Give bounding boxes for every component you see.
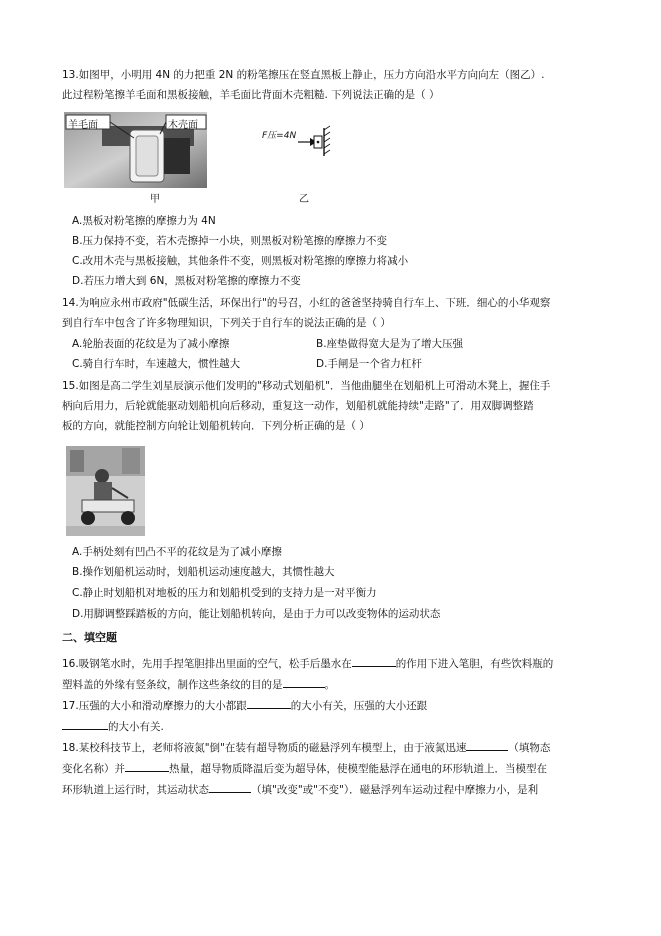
q14-option-a: A.轮胎表面的花纹是为了减小摩擦: [72, 338, 230, 350]
fig-label-wool-side: 羊毛面: [68, 120, 98, 131]
q14-stem-line2: 到自行车中包含了许多物理知识，下列关于自行车的说法正确的是（ ）: [62, 317, 391, 329]
q18-blank-1[interactable]: [466, 740, 508, 751]
q17-text-b: 的大小有关，压强的大小还跟: [290, 700, 428, 712]
q16-text-d: 。: [324, 679, 335, 691]
q13-option-b: B.压力保持不变，若木壳擦掉一小块，则黑板对粉笔擦的摩擦力不变: [72, 235, 388, 247]
q15-stem-line3: 板的方向，就能控制方向轮让划船机转向．下列分析正确的是（ ）: [62, 420, 370, 432]
q17-blank-1[interactable]: [247, 698, 291, 709]
q15-option-a: A.手柄处刻有凹凸不平的花纹是为了减小摩擦: [72, 546, 282, 558]
q17-blank-2[interactable]: [62, 719, 108, 730]
q18-text-c: 变化名称）并: [62, 763, 125, 775]
caption-yi: 乙: [299, 194, 309, 205]
q16-text-c: 塑料盖的外缘有竖条纹，制作这些条纹的目的是: [62, 679, 283, 691]
q15-option-b: B.操作划船机运动时，划船机运动速度越大，其惯性越大: [72, 566, 335, 578]
q18-text-a: 18.某校科技节上，老师将液氮"倒"在装有超导物质的磁悬浮列车模型上，由于液氮迅速: [62, 742, 467, 754]
q18-line3: [62, 782, 538, 797]
caption-jia: 甲: [150, 194, 160, 205]
q13-option-a: A.黑板对粉笔擦的摩擦力为 4N: [72, 215, 216, 227]
force-label: F压=4N: [262, 131, 297, 141]
q15-stem-line1: 15.如图是高二学生刘星辰演示他们发明的"移动式划船机"．当他曲腿坐在划船机上可滑动木凳上，握住手: [62, 380, 551, 392]
q15-option-c: C.静止时划船机对地板的压力和划船机受到的支持力是一对平衡力: [72, 587, 377, 599]
q16-blank-2[interactable]: [283, 677, 325, 688]
q18-blank-2[interactable]: [125, 761, 169, 772]
q13-stem-line2: 此过程粉笔擦羊毛面和黑板接触，羊毛面比背面木壳粗糙. 下列说法正确的是（ ）: [62, 89, 440, 101]
q17-line1: [62, 698, 427, 713]
q16-line1: [62, 656, 553, 671]
q15-stem-line2: 柄向后用力，后轮就能驱动划船机向后移动，重复这一动作，划船机就能持续"走路"了．用双脚调整踏: [62, 400, 534, 412]
q17-text-c: 的大小有关.: [108, 721, 164, 733]
rowing-machine-photo: [66, 446, 145, 536]
q18-text-b: （填物态: [508, 742, 551, 754]
q14-option-b: B.座垫做得宽大是为了增大压强: [316, 338, 464, 350]
q18-line1: [62, 740, 550, 755]
q16-line2: [62, 677, 335, 692]
q16-text-a: 16.吸钢笔水时，先用手捏笔胆排出里面的空气，松手后墨水在: [62, 658, 352, 670]
q17-text-a: 17.压强的大小和滑动摩擦力的大小都跟: [62, 700, 247, 712]
q18-line2: [62, 761, 547, 776]
q13-option-d: D.若压力增大到 6N，黑板对粉笔擦的摩擦力不变: [72, 275, 301, 287]
q13-stem-line1: 13.如图甲，小明用 4N 的力把重 2N 的粉笔擦压在竖直黑板上静止，压力方向沿水平方向向左（图乙）.: [62, 69, 545, 81]
q13-figure-yi: [262, 122, 342, 162]
q16-text-b: 的作用下进入笔胆，有些饮料瓶的: [395, 658, 554, 670]
fig-label-wood-side: 木壳面: [168, 120, 198, 131]
q13-option-c: C.改用木壳与黑板接触，其他条件不变，则黑板对粉笔擦的摩擦力将减小: [72, 255, 409, 267]
rowing-machine-image: [66, 446, 145, 536]
q15-option-d: D.用脚调整踩踏板的方向，能让划船机转向，是由于力可以改变物体的运动状态: [72, 608, 441, 620]
q14-option-d: D.手闸是一个省力杠杆: [316, 358, 422, 370]
q14-option-c: C.骑自行车时，车速越大，惯性越大: [72, 358, 241, 370]
q16-blank-1[interactable]: [352, 656, 396, 667]
q17-line2: [62, 719, 164, 734]
q18-text-f: （填"改变"或"不变"）．磁悬浮列车运动过程中摩擦力小，是利: [251, 784, 539, 796]
q13-figure-jia: [64, 112, 207, 188]
q18-text-d: 热量，超导物质降温后变为超导体，使模型能悬浮在通电的环形轨道上．当模型在: [169, 763, 547, 775]
q18-blank-3[interactable]: [209, 782, 251, 793]
section-fill-in-title: 二、填空题: [62, 631, 117, 644]
q18-text-e: 环形轨道上运行时，其运动状态: [62, 784, 209, 796]
q14-stem-line1: 14.为响应永州市政府"低碳生活，环保出行"的号召，小红的爸爸坚持骑自行车上、下班．细心的小华观察: [62, 297, 551, 309]
